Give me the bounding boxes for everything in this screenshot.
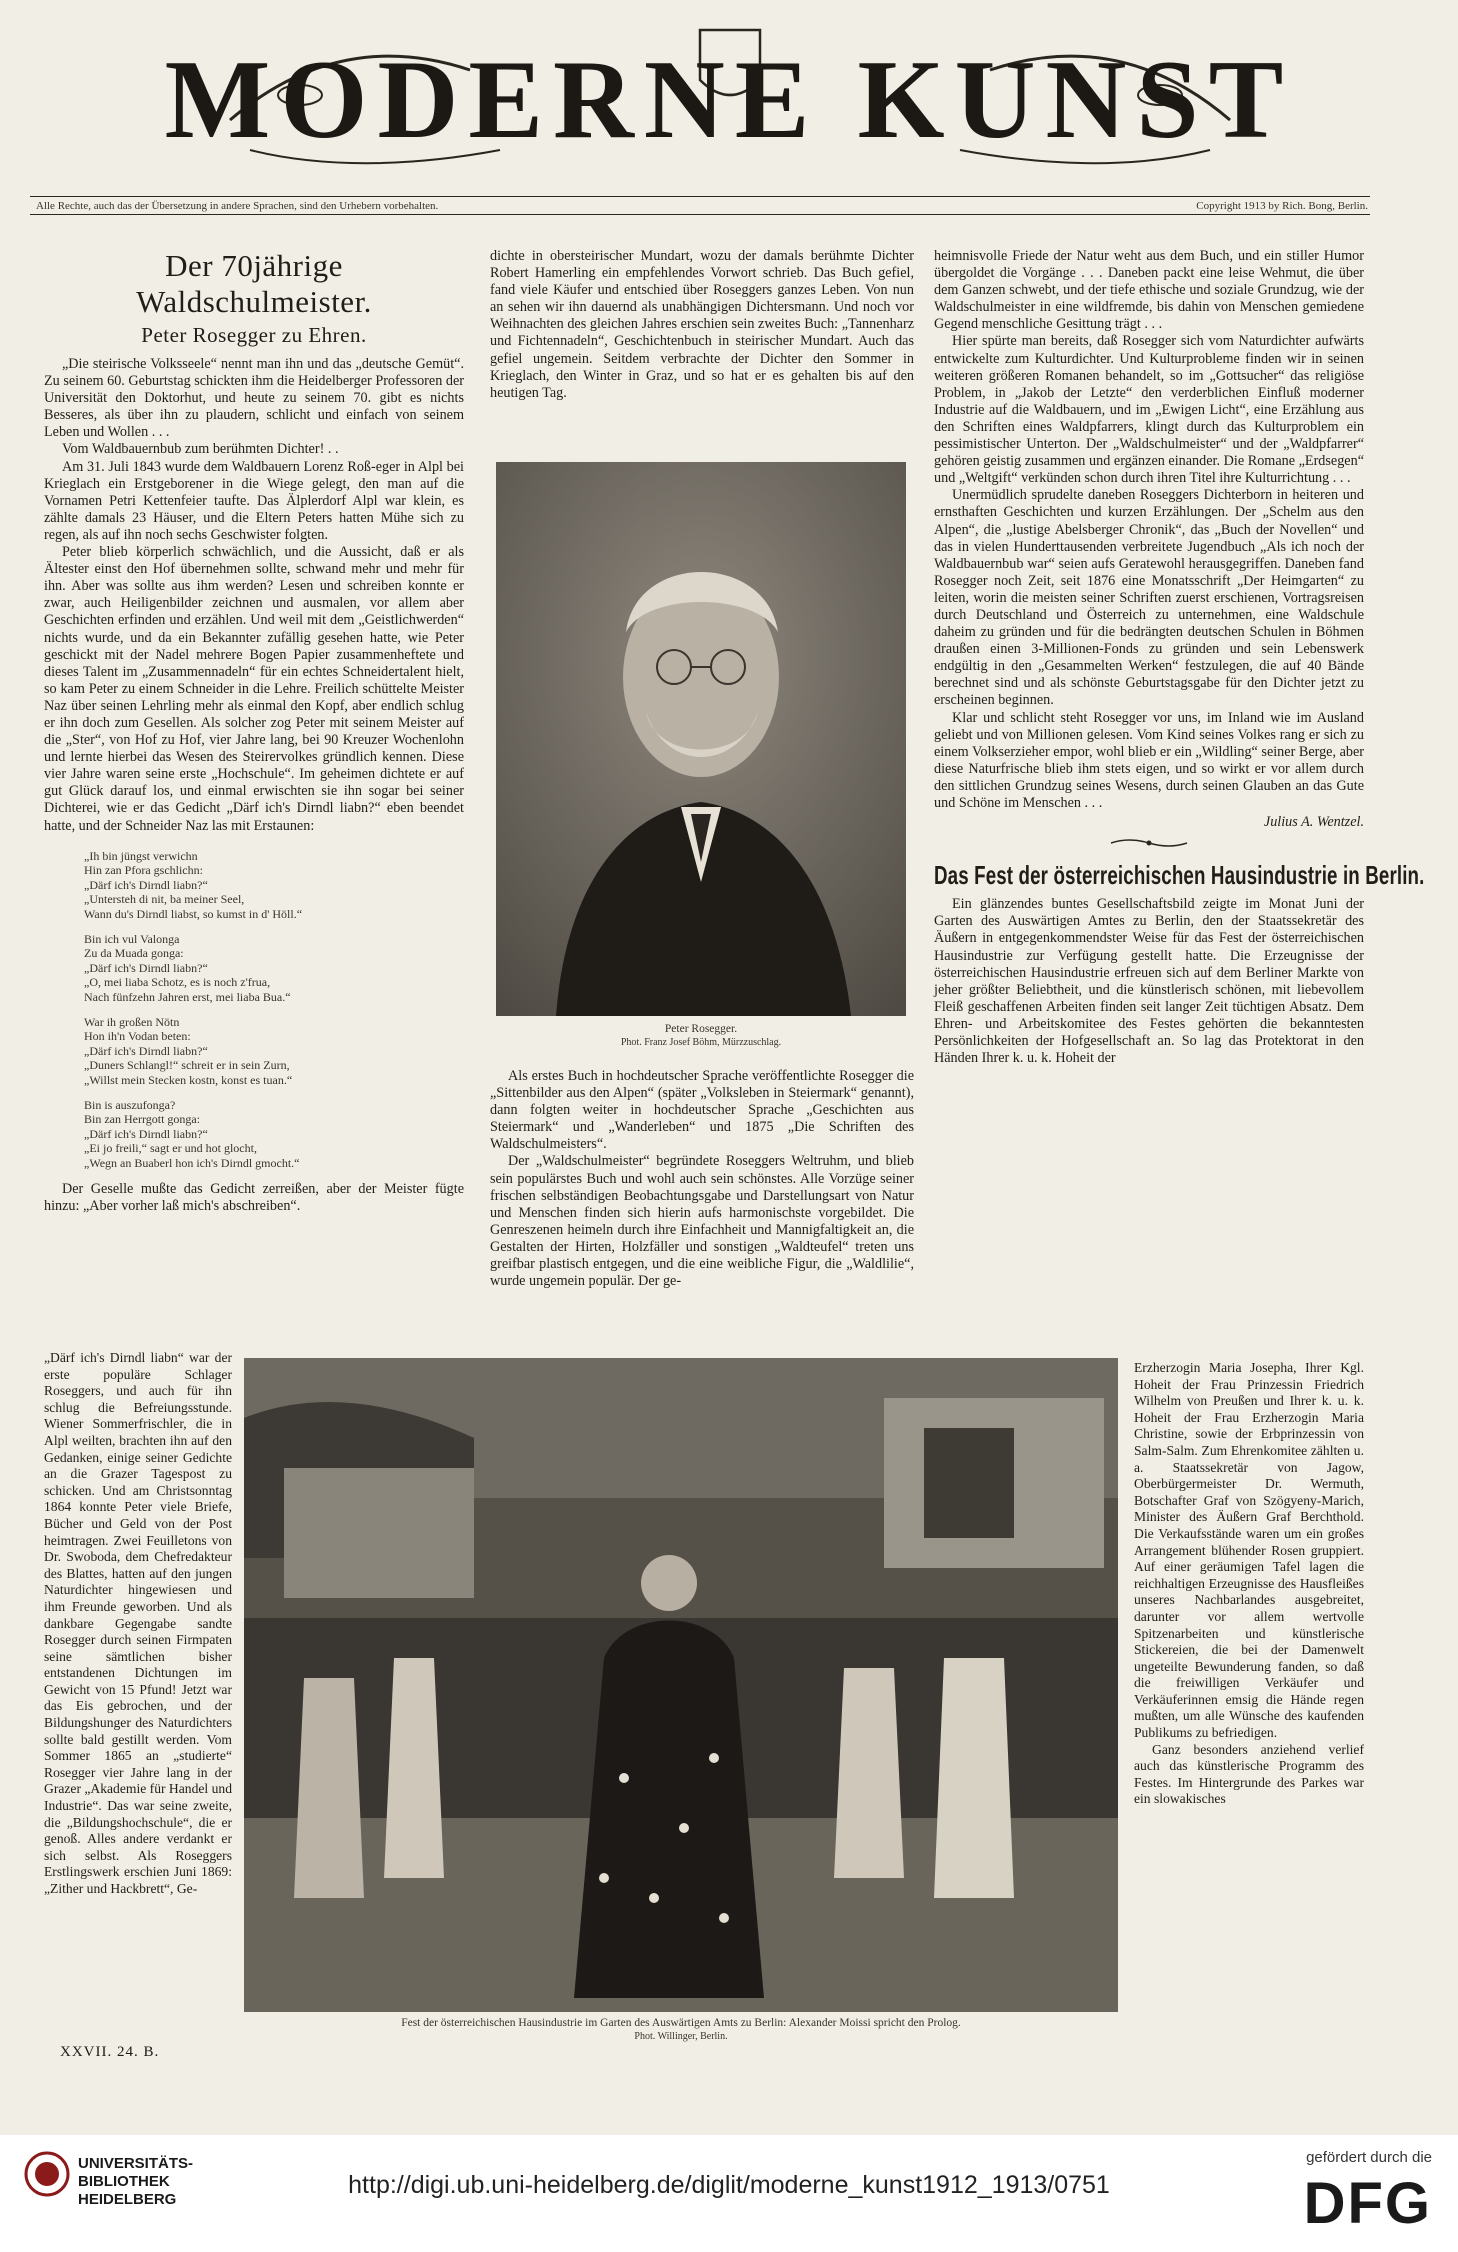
poem-line: „Untersteh di nit, ba meiner Seel, <box>84 892 245 907</box>
paragraph: Am 31. Juli 1843 wurde dem Waldbauern Lorenz Roß-eger in Alpl bei Krieglach ein Erstgeborener in die Wiege gelegt, den man auf die Vornamen Petri Kettenfeier taufte. Das Älplerdorf Alpl war klein, es zählte damals 23 Häuser, und die Eltern Peters hatten Mühe sich zu regen, als auf ihn noch sechs Geschwister folgten. <box>44 458 464 543</box>
poem-line: Zu da Muada gonga: <box>84 946 184 961</box>
portrait-photo <box>496 462 906 1016</box>
portrait-caption-credit: Phot. Franz Josef Böhm, Mürzzuschlag. <box>620 1037 782 1048</box>
paragraph: Hier spürte man bereits, daß Rosegger sich vom Naturdichter aufwärts entwickelte zum Kulturdichter. Und Kulturprobleme finden wir in seinen weiteren größeren Romanen behandelt, so im „Gottsucher“ das religiöse Problem, in „Jakob der Letzte“ den verderblichen Einfluß moderner Industrie auf die Waldbauern, und im „Ewigen Licht“, eine Erzählung aus den Schriften eines Waldpfarrers, klingt durch das Kulturproblem ein pessimistischer Unterton. Der „Waldschulmeister“ und der „Waldpfarrer“ gehören geistig zusammen und ergänzen einander. Die Romane „Erdsegen“ und „Weltgift“ verkünden schon durch ihren Titel ihre Kulturrichtung . . . <box>934 333 1364 487</box>
festival-photo <box>244 1358 1118 2012</box>
top-rule-2 <box>30 214 1370 215</box>
page-reference: XXVII. 24. B. <box>60 2044 160 2060</box>
paragraph: Als erstes Buch in hochdeutscher Sprache veröffentlichte Rosegger die „Sittenbilder aus den Alpen“ (später „Volksleben in Steiermark“ genannt), dann folgten weiter in hochdeutscher Sprache „Geschichten aus Steiermark“ und „Wanderleben“ und 1875 „Die Schriften des Waldschulmeisters“. <box>490 1068 914 1153</box>
section-divider <box>934 837 1364 854</box>
column-1-narrow <box>44 1350 232 1898</box>
portrait-caption <box>496 1022 906 1050</box>
poem-line: „Willst mein Stecken kostn, konst es tuan.“ <box>84 1072 293 1087</box>
article-title: Der 70jährige Waldschulmeister. <box>136 248 372 319</box>
rights-notice: Alle Rechte, auch das der Übersetzung in andere Sprachen, sind den Urhebern vorbehalten. <box>36 200 439 212</box>
paragraph: Klar und schlicht steht Rosegger vor uns, im Inland wie im Ausland geliebt und von Millionen gelesen. Vom Kind seines Volkes rang er sich zu einem Volkserzieher empor, wohl blieb er ein „Wildling“ seiner Berge, aber diese Naturfrische blieb ihm stets eigen, und so wirkt er vor allem durch den sittlichen Grundzug seines Wesens, durch seinen Glauben an das Gute und Schöne im Menschen . . . <box>934 709 1364 811</box>
column-3-narrow <box>1134 1360 1364 1808</box>
paragraph: Unermüdlich sprudelte daneben Roseggers Dichterborn in heiteren und ernsthaften Geschichten und kurzen Erzählungen. Der „Schelm aus den Alpen“, die „lustige Abelsberger Chronik“, das „Buch der Novellen“ und das in vielen Hunderttausenden verbreitete Jugendbuch „Als ich noch der Waldbauernbub war“ seien aufs Geratewohl herausgegriffen. Daneben fand Rosegger noch Zeit, seit 1876 eine Monatsschrift „Der Heimgarten“ zu leiten, worin die meisten seiner Schriften zuerst erschienen, Vortragsreisen durch Deutschland und Österreich zu unternehmen, eine Waldschule daheim zu gründen und für die bedrängten deutschen Schulen in Böhmen draußen einen 3-Millionen-Fonds zu gründen und sein Lebenswerk endgültig in den „Gesammelten Werken“ festzulegen, die auf 40 Bände berechnet sind und als schönste Geburtstagsgabe für den Dichter jetzt zu erscheinen beginnen. <box>934 487 1364 709</box>
divider-ornament-icon <box>1109 837 1189 849</box>
poem-line: „Därf ich's Dirndl liabn?“ <box>84 1043 208 1058</box>
portrait-caption-name: Peter Rosegger. <box>664 1023 738 1035</box>
paragraph: „Die steirische Volksseele“ nennt man ihn und das „deutsche Gemüt“. Zu seinem 60. Geburtstag schickten ihm die Heidelberger Professoren der Universität den Doktorhut, und heute zu seinem 70. gibt es nichts Besseres, als über ihn zu plaudern, schlicht und einfach von seinem Leben und Wollen . . . <box>44 356 464 441</box>
poem-line: Wann du's Dirndl liabst, so kumst in d' Höll.“ <box>84 907 303 921</box>
poem-line: „O, mei liaba Schotz, es is noch z'frua, <box>84 975 271 990</box>
poem-line: „Därf ich's Dirndl liabn?“ <box>84 960 208 975</box>
paragraph: dichte in obersteirischer Mundart, wozu der damals berühmte Dichter Robert Hamerling ein empfehlendes Vorwort schrieb. Das Buch gefiel, fand viele Käufer und entschied über Roseggers ganzes Leben. Von nun an sehen wir ihn dauernd als unabhängigen Dichtersmann. Und noch vor Weihnachten des gleichen Jahres erschien sein zweites Buch: „Tannenharz und Fichtennadeln“, Geschichtenbuch in steirischer Mundart. Auch das gefiel ungemein. Seitdem verbrachte der Dichter den Sommer in Krieglach, den Winter in Graz, und so hat er es gehalten bis auf den heutigen Tag. <box>490 248 914 401</box>
paragraph: Ganz besonders anziehend verlief auch das künstlerische Programm des Festes. Im Hintergrunde des Parkes war ein slowakisches <box>1134 1741 1364 1807</box>
poem-line: War ih großen Nötn <box>84 1014 180 1029</box>
copyright-notice: Copyright 1913 by Rich. Bong, Berlin. <box>1196 200 1368 212</box>
masthead <box>0 0 1458 205</box>
library-line: UNIVERSITÄTS- <box>78 2155 194 2172</box>
top-rule <box>30 196 1370 197</box>
digitization-footer <box>0 2135 1458 2252</box>
author-signature: Julius A. Wentzel. <box>1263 814 1364 831</box>
poem-line: Bin ich vul Valonga <box>84 931 180 946</box>
column-3 <box>934 248 1425 1067</box>
poem-line: Nach fünfzehn Jahren erst, mei liaba Bua.“ <box>84 989 291 1004</box>
source-url[interactable]: http://digi.ub.uni-heidelberg.de/diglit/moderne_kunst1912_1913/0751 <box>348 2171 1110 2199</box>
poem <box>84 849 464 1171</box>
poem-line: Bin zan Herrgott gonga: <box>84 1112 201 1127</box>
paragraph: Der Geselle mußte das Gedicht zerreißen, aber der Meister fügte hinzu: „Aber vorher laß mich's abschreiben“. <box>44 1180 464 1214</box>
poem-line: „Ei jo freili,“ sagt er und hot glocht, <box>84 1141 257 1156</box>
funding-label: gefördert durch die <box>1306 2149 1432 2166</box>
poem-line: Hin zan Pfora gschlichn: <box>84 863 203 878</box>
paragraph: Vom Waldbauernbub zum berühmten Dichter! . . <box>62 441 339 458</box>
article2-title: Das Fest der österreichischen Hausindustrie in Berlin. <box>934 860 1425 891</box>
column-2-mid <box>490 1068 914 1290</box>
library-line: HEIDELBERG <box>78 2191 177 2208</box>
poem-line: „Ih bin jüngst verwichn <box>84 848 198 863</box>
library-line: BIBLIOTHEK <box>78 2173 170 2190</box>
portrait-illustration <box>496 462 906 1016</box>
article-subtitle: Peter Rosegger zu Ehren. <box>141 323 367 347</box>
column-2-top <box>490 248 914 402</box>
column-1 <box>44 248 464 1215</box>
masthead-title: MODERNE KUNST <box>164 38 1294 162</box>
paragraph: Ein glänzendes buntes Gesellschaftsbild zeigte im Monat Juni der Garten des Auswärtigen Amtes zu Berlin, den der Staatssekretär des Äußern in entgegenkommendster Weise für das Fest der österreichischen Hausindustrie zur Verfügung gestellt hatte. Die Erzeugnisse der österreichischen Hausindustrie erfreuen sich auf dem Berliner Markte von jeher größter Beliebtheit, und die künstlerisch schönen, mit liebevollem Fleiß geschaffenen Arbeiten finden seit langer Zeit tüchtigen Absatz. Dem Ehren- und Arbeitskomitee des Festes gehörten die bekanntesten Persönlichkeiten der Hofgesellschaft an. So lag das Protektorat in den Händen Ihrer k. u. k. Hoheit der <box>934 896 1364 1067</box>
poem-line: „Därf ich's Dirndl liabn?“ <box>84 1126 208 1141</box>
poem-line: „Därf ich's Dirndl liabn?“ <box>84 877 208 892</box>
festival-caption-text: Fest der österreichischen Hausindustrie im Garten des Auswärtigen Amts zu Berlin: Alexander Moissi spricht den Prolog. <box>401 2017 961 2029</box>
festival-caption-credit: Phot. Willinger, Berlin. <box>634 2031 728 2042</box>
paragraph: „Därf ich's Dirndl liabn“ war der erste populäre Schlager Roseggers, und auch für ihn schlug die Befreiungsstunde. Wiener Sommerfrischler, die in Alpl weilten, brachten ihn auf den Gedanken, einige seiner Gedichte an die Grazer Tagespost zu schicken. Und am Christsonntag 1864 konnte Peter viele Briefe, Bücher und Geld von der Post heimtragen. Zwei Feuilletons von Dr. Swoboda, dem Chefredakteur des Blattes, hatten auf den jungen Naturdichter hingewiesen und ihm Freunde geworben. Und als dankbare Gegengabe sandte Rosegger durch seinen Firmpaten seine sämtlichen bisher entstandenen Dichtungen im Gewicht von 15 Pfund! Jetzt war das Eis gebrochen, und der Bildungshunger des Naturdichters sollte bald gestillt werden. Vom Sommer 1865 an „studierte“ Rosegger vier Jahre lang in der Grazer „Akademie für Handel und Industrie“. Das war seine zweite, die „Bildungshochschule“, die er genoß. Alles andere verdankt er sich selbst. Als Roseggers Erstlingswerk erschien Juni 1869: „Zither und Hackbrett“, Ge- <box>44 1350 232 1896</box>
poem-line: „Duners Schlangl!“ schreit er in sein Zurn, <box>84 1058 290 1073</box>
poem-line: Hon ih'n Vodan beten: <box>84 1029 191 1044</box>
paragraph: Peter blieb körperlich schwächlich, und die Aussicht, daß er als Ältester einst den Hof übernehmen sollte, schwand mehr und mehr für ihn. Aber was sollte aus ihm werden? Lesen und schreiben konnte er zwar, auch Heiligenbilder zeichnen und ausmalen, vor allem aber Geschichten erfinden und erzählen. Und weil mit dem „Geistlichwerden“ nichts wurde, und da ein Bekannter zufällig gesehen hatte, wie Peter geschickt mit der Nadel mehrere Bogen Papier zusammenheftete und dieses Talent im „Zusammennadeln“ für ein echtes Schneidertalent hielt, so kam Peter zu einem Schneider in die Lehre. Freilich schüttelte Meister Naz über seinen Lehrling mehr als einmal den Kopf, aber endlich schlug er ihn doch zum Gesellen. Als solcher zog Peter mit seinem Meister auf die „Ster“, von Hof zu Hof, vier Jahre lang, bei 90 Kreuzer Wochenlohn und lernte hierbei das Wesen des Steirervolkes gründlich kennen. Diese vier Jahre waren seine erste „Hochschule“. Im geheimen dichtete er auf gut Glück darauf los, und einmal erwischten sie ihn sogar bei seiner Dichterei, wie er das Gedicht „Därf ich's Dirndl liabn?“ eben beendet hatte, und der Schneider Naz las mit Erstaunen: <box>44 544 464 834</box>
paragraph: Der „Waldschulmeister“ begründete Roseggers Weltruhm, und blieb sein populärstes Buch und wohl auch sein schönstes. Alle Vorzüge seiner frischen selbständigen Beobachtungsgabe und Darstellungsart von Natur und Menschen finden sich hierin aufs harmonischste vorgebildet. Die Genreszenen heimeln durch ihre Einfachheit und Mannigfaltigkeit an, die Gestalten der Hirten, Holzfäller und sonstigen „Waldteufel“ treten uns greifbar plastisch entgegen, und die eine weibliche Figur, die „Waldlilie“, wurde ungemein populär. Der ge- <box>490 1153 914 1290</box>
paragraph: Erzherzogin Maria Josepha, Ihrer Kgl. Hoheit der Frau Prinzessin Friedrich Wilhelm von Preußen und Ihrer k. u. k. Hoheit der Frau Erzherzogin Maria Christine, sowie der Erbprinzessin von Salm-Salm. Zum Ehrenkomitee zählten u. a. Staatssekretär von Jagow, Oberbürgermeister Dr. Wermuth, Botschafter Graf von Szögyeny-Marich, Minister des Äußern Graf Berchthold. Die Verkaufsstände waren um ein großes Arrangement blühender Rosen gruppiert. Auf einer geräumigen Tafel lagen die reichhaltigen Erzeugnisse des Hausfleißes unseres Nachbarlandes ausgebreitet, darunter vor allem wertvolle Spitzenarbeiten und künstlerische Stickereien, die bei der Damenwelt ungeteilte Bewunderung fanden, so daß die freiwilligen Verkäufer und Verkäuferinnen emsig die Hände regen mußten, um alle Wünsche des kaufenden Publikums zu befriedigen. <box>1134 1360 1364 1741</box>
poem-line: „Wegn an Buaberl hon ich's Dirndl gmocht.“ <box>84 1155 300 1170</box>
paragraph: heimnisvolle Friede der Natur weht aus dem Buch, und ein stiller Humor übergoldet die Vorgänge . . . Daneben packt eine leise Wehmut, die über dem Ganzen schwebt, und der tiefe ethische und soziale Grundzug, wie der Waldschulmeister in eine wildfremde, bis dahin von Menschen gemiedene Gegend menschliche Gesittung trägt . . . <box>934 248 1364 333</box>
festival-caption <box>244 2016 1118 2044</box>
dfg-logo: DFG <box>1303 2171 1432 2236</box>
poem-line: Bin is auszufonga? <box>84 1097 176 1112</box>
festival-illustration <box>244 1358 1118 2012</box>
